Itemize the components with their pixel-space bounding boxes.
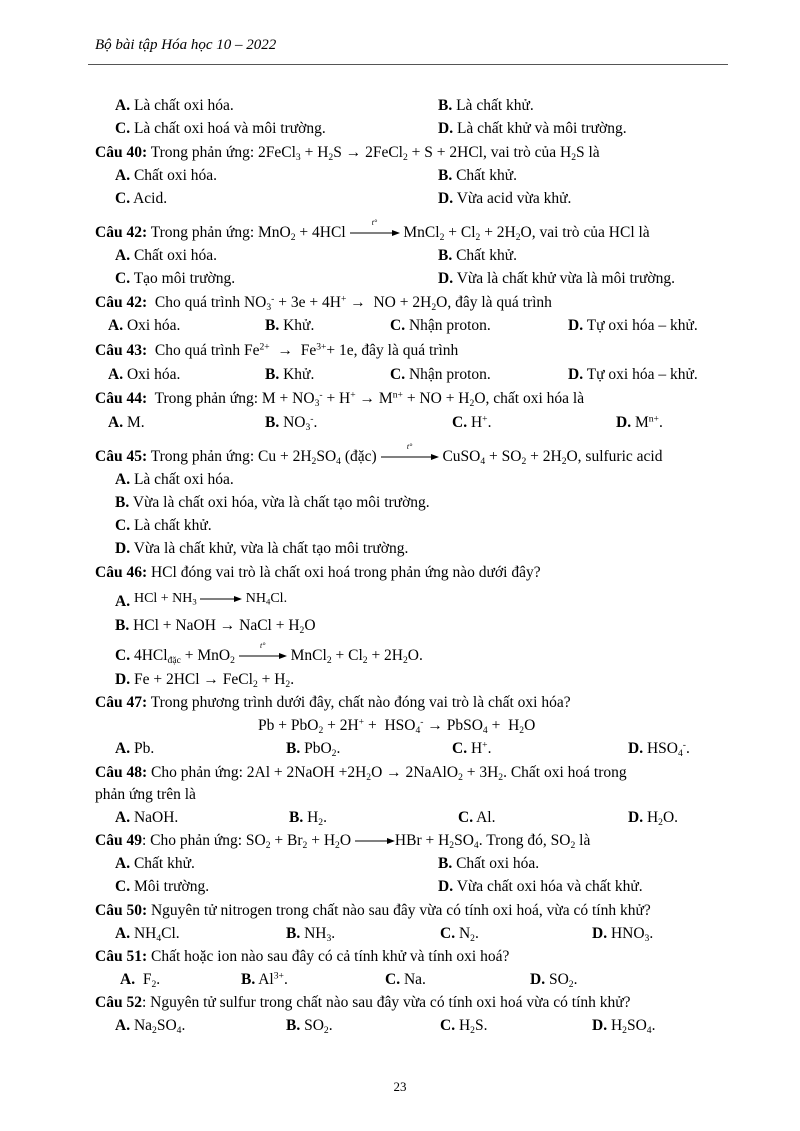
option-c: C. 4HCl$_{đặc}$ + MnO$_2$ t° MnCl$_2$ + $Cl_2 + 2H_2O$. (115, 641, 423, 666)
option-d: D. $HSO_4^-$. (628, 739, 690, 759)
option-d: D. Là chất khử và môi trường. (438, 120, 627, 137)
option-b: B. Khử. (265, 317, 315, 334)
question-51: Câu 51: Chất hoặc ion nào sau đây có cả tính khử và tính oxi hoá? (95, 948, 510, 965)
option-a: A. $Na_2SO_4$. (115, 1017, 186, 1036)
option-a: A. Chất oxi hóa. (115, 247, 218, 264)
option-c: C. Tạo môi trường. (115, 270, 236, 287)
question-42b: Câu 42: Cho quá trình $NO_3^- + 3e + 4H^+$ → NO + $2H_2O$, đây là quá trình (95, 293, 552, 313)
reaction-arrow: t° (239, 652, 287, 660)
question-47: Câu 47: Trong phương trình dưới đây, chất nào đóng vai trò là chất oxi hóa? (95, 694, 571, 711)
header-rule (88, 64, 728, 65)
question-48: Câu 48: Cho phản ứng: 2Al + 2NaOH $+2H_2O$ → 2NaAlO$_2$ + $3H_2$. Chất oxi hoá trong (95, 764, 627, 783)
option-b: B. Là chất khử. (438, 97, 534, 114)
option-a: A. Chất khử. (115, 855, 195, 872)
option-c: C. $N_2$. (440, 925, 479, 944)
option-a: A. Oxi hóa. (108, 366, 181, 383)
option-d: D. $H_2SO_4$. (592, 1017, 656, 1036)
option-b: B. $SO_2$. (286, 1017, 333, 1036)
option-c: C. Là chất oxi hoá và môi trường. (115, 120, 326, 137)
option-d: D. Tự oxi hóa – khử. (568, 366, 698, 383)
option-b: B. $NO_3^-$. (265, 413, 318, 433)
option-b: B. $NH_3$. (286, 925, 336, 944)
question-49: Câu 49: Cho phản ứng: $SO_2 + Br_2 + H_2O$ HBr + $H_2SO_4$. Trong đó, $SO_2$ là (95, 832, 591, 851)
option-b: B. Vừa là chất oxi hóa, vừa là chất tạo môi trường. (115, 494, 430, 511)
option-b: B. HCl + NaOH → NaCl + $H_2O$ (115, 617, 316, 636)
option-b: B. Chất oxi hóa. (438, 855, 540, 872)
option-a: A. $F_2$. (120, 971, 161, 990)
question-43: Câu 43: Cho quá trình $Fe^{2+} \to Fe^{3+}+ 1e$, đây là quá trình (95, 341, 459, 359)
option-d: D. Fe + 2HCl → FeCl$_2$ + $H_2$. (115, 671, 295, 690)
option-d: D. Vừa chất oxi hóa và chất khử. (438, 878, 643, 895)
question-44: Câu 44: Trong phản ứng: $M + NO_3^- + H^+ \to M^{n+}$ + NO + $H_2O$, chất oxi hóa là (95, 389, 585, 409)
option-c: C. Là chất khử. (115, 517, 212, 534)
option-c: C. H+. (452, 739, 492, 757)
option-d: D. $M^{n+}$. (616, 413, 663, 431)
option-c: C. $H_2S$. (440, 1017, 488, 1036)
option-a: A. M. (108, 414, 145, 431)
reaction-arrow: t° (350, 229, 400, 237)
option-c: C. H+. (452, 413, 492, 431)
option-c: C. Acid. (115, 190, 168, 207)
reaction-arrow (355, 837, 395, 845)
option-d: D. Vừa là chất khử vừa là môi trường. (438, 270, 675, 287)
option-a: A. NaOH. (115, 809, 179, 826)
option-c: C. Nhận proton. (390, 366, 491, 383)
option-d: D. $H_2O$. (628, 809, 679, 828)
option-b: B. PbO$_2$. (286, 740, 341, 759)
option-a: A. Oxi hóa. (108, 317, 181, 334)
reaction-arrow: t° (381, 453, 439, 461)
option-b: B. Khử. (265, 366, 315, 383)
question-48-cont: phản ứng trên là (95, 786, 196, 803)
option-c: C. Môi trường. (115, 878, 210, 895)
page-number: 23 (393, 1079, 407, 1094)
option-a: A. $NH_4Cl$. (115, 925, 180, 944)
option-a: A. Là chất oxi hóa. (115, 471, 234, 488)
question-45: Câu 45: Trong phản ứng: $Cu + 2H_2SO_4$ (đặc) t° CuSO$_4$ + $SO_2 + 2H_2O$, sulfuric acid (95, 442, 663, 467)
reaction-arrow (200, 595, 242, 603)
option-c: C. Nhận proton. (390, 317, 491, 334)
option-c: C. Al. (458, 809, 496, 826)
page-header: Bộ bài tập Hóa học 10 – 2022 (95, 37, 277, 53)
question-40: Câu 40: Trong phản ứng: 2FeCl$_3$ + $H_2S$ → 2FeCl$_2$ + S + 2HCl, vai trò của $H_2S$ là (95, 144, 600, 163)
equation: $Pb + PbO_2 + 2H^+ + HSO_4^-$ → PbSO$_4$ + $H_2O$ (258, 716, 536, 736)
question-52: Câu 52: Nguyên tử sulfur trong chất nào sau đây vừa có tính oxi hoá vừa có tính khử? (95, 994, 631, 1011)
option-d: D. Tự oxi hóa – khử. (568, 317, 698, 334)
option-d: D. $HNO_3$. (592, 925, 654, 944)
option-d: D. Vừa là chất khử, vừa là chất tạo môi trường. (115, 540, 409, 557)
option-b: B. Chất khử. (438, 247, 518, 264)
option-c: C. Na. (385, 971, 426, 988)
option-d: D. $SO_2$. (530, 971, 578, 990)
option-a: A. Pb. (115, 740, 155, 757)
option-a: A. HCl + $NH_3$ $NH_4Cl$. (115, 591, 288, 610)
question-46: Câu 46: HCl đóng vai trò là chất oxi hoá trong phản ứng nào dưới đây? (95, 564, 541, 581)
option-b: B. $H_2$. (289, 809, 327, 828)
question-42a: Câu 42: Trong phản ứng: MnO$_2$ + 4HCl t° MnCl$_2$ + $Cl_2 + 2H_2O$, vai trò của HCl là (95, 218, 650, 243)
question-50: Câu 50: Nguyên tử nitrogen trong chất nào sau đây vừa có tính oxi hoá, vừa có tính khử? (95, 902, 651, 919)
option-b: B. Chất khử. (438, 167, 518, 184)
option-d: D. Vừa acid vừa khử. (438, 190, 572, 207)
option-b: B. $Al^{3+}$. (241, 970, 288, 988)
option-a: A. Chất oxi hóa. (115, 167, 218, 184)
option-a: A. Là chất oxi hóa. (115, 97, 234, 114)
